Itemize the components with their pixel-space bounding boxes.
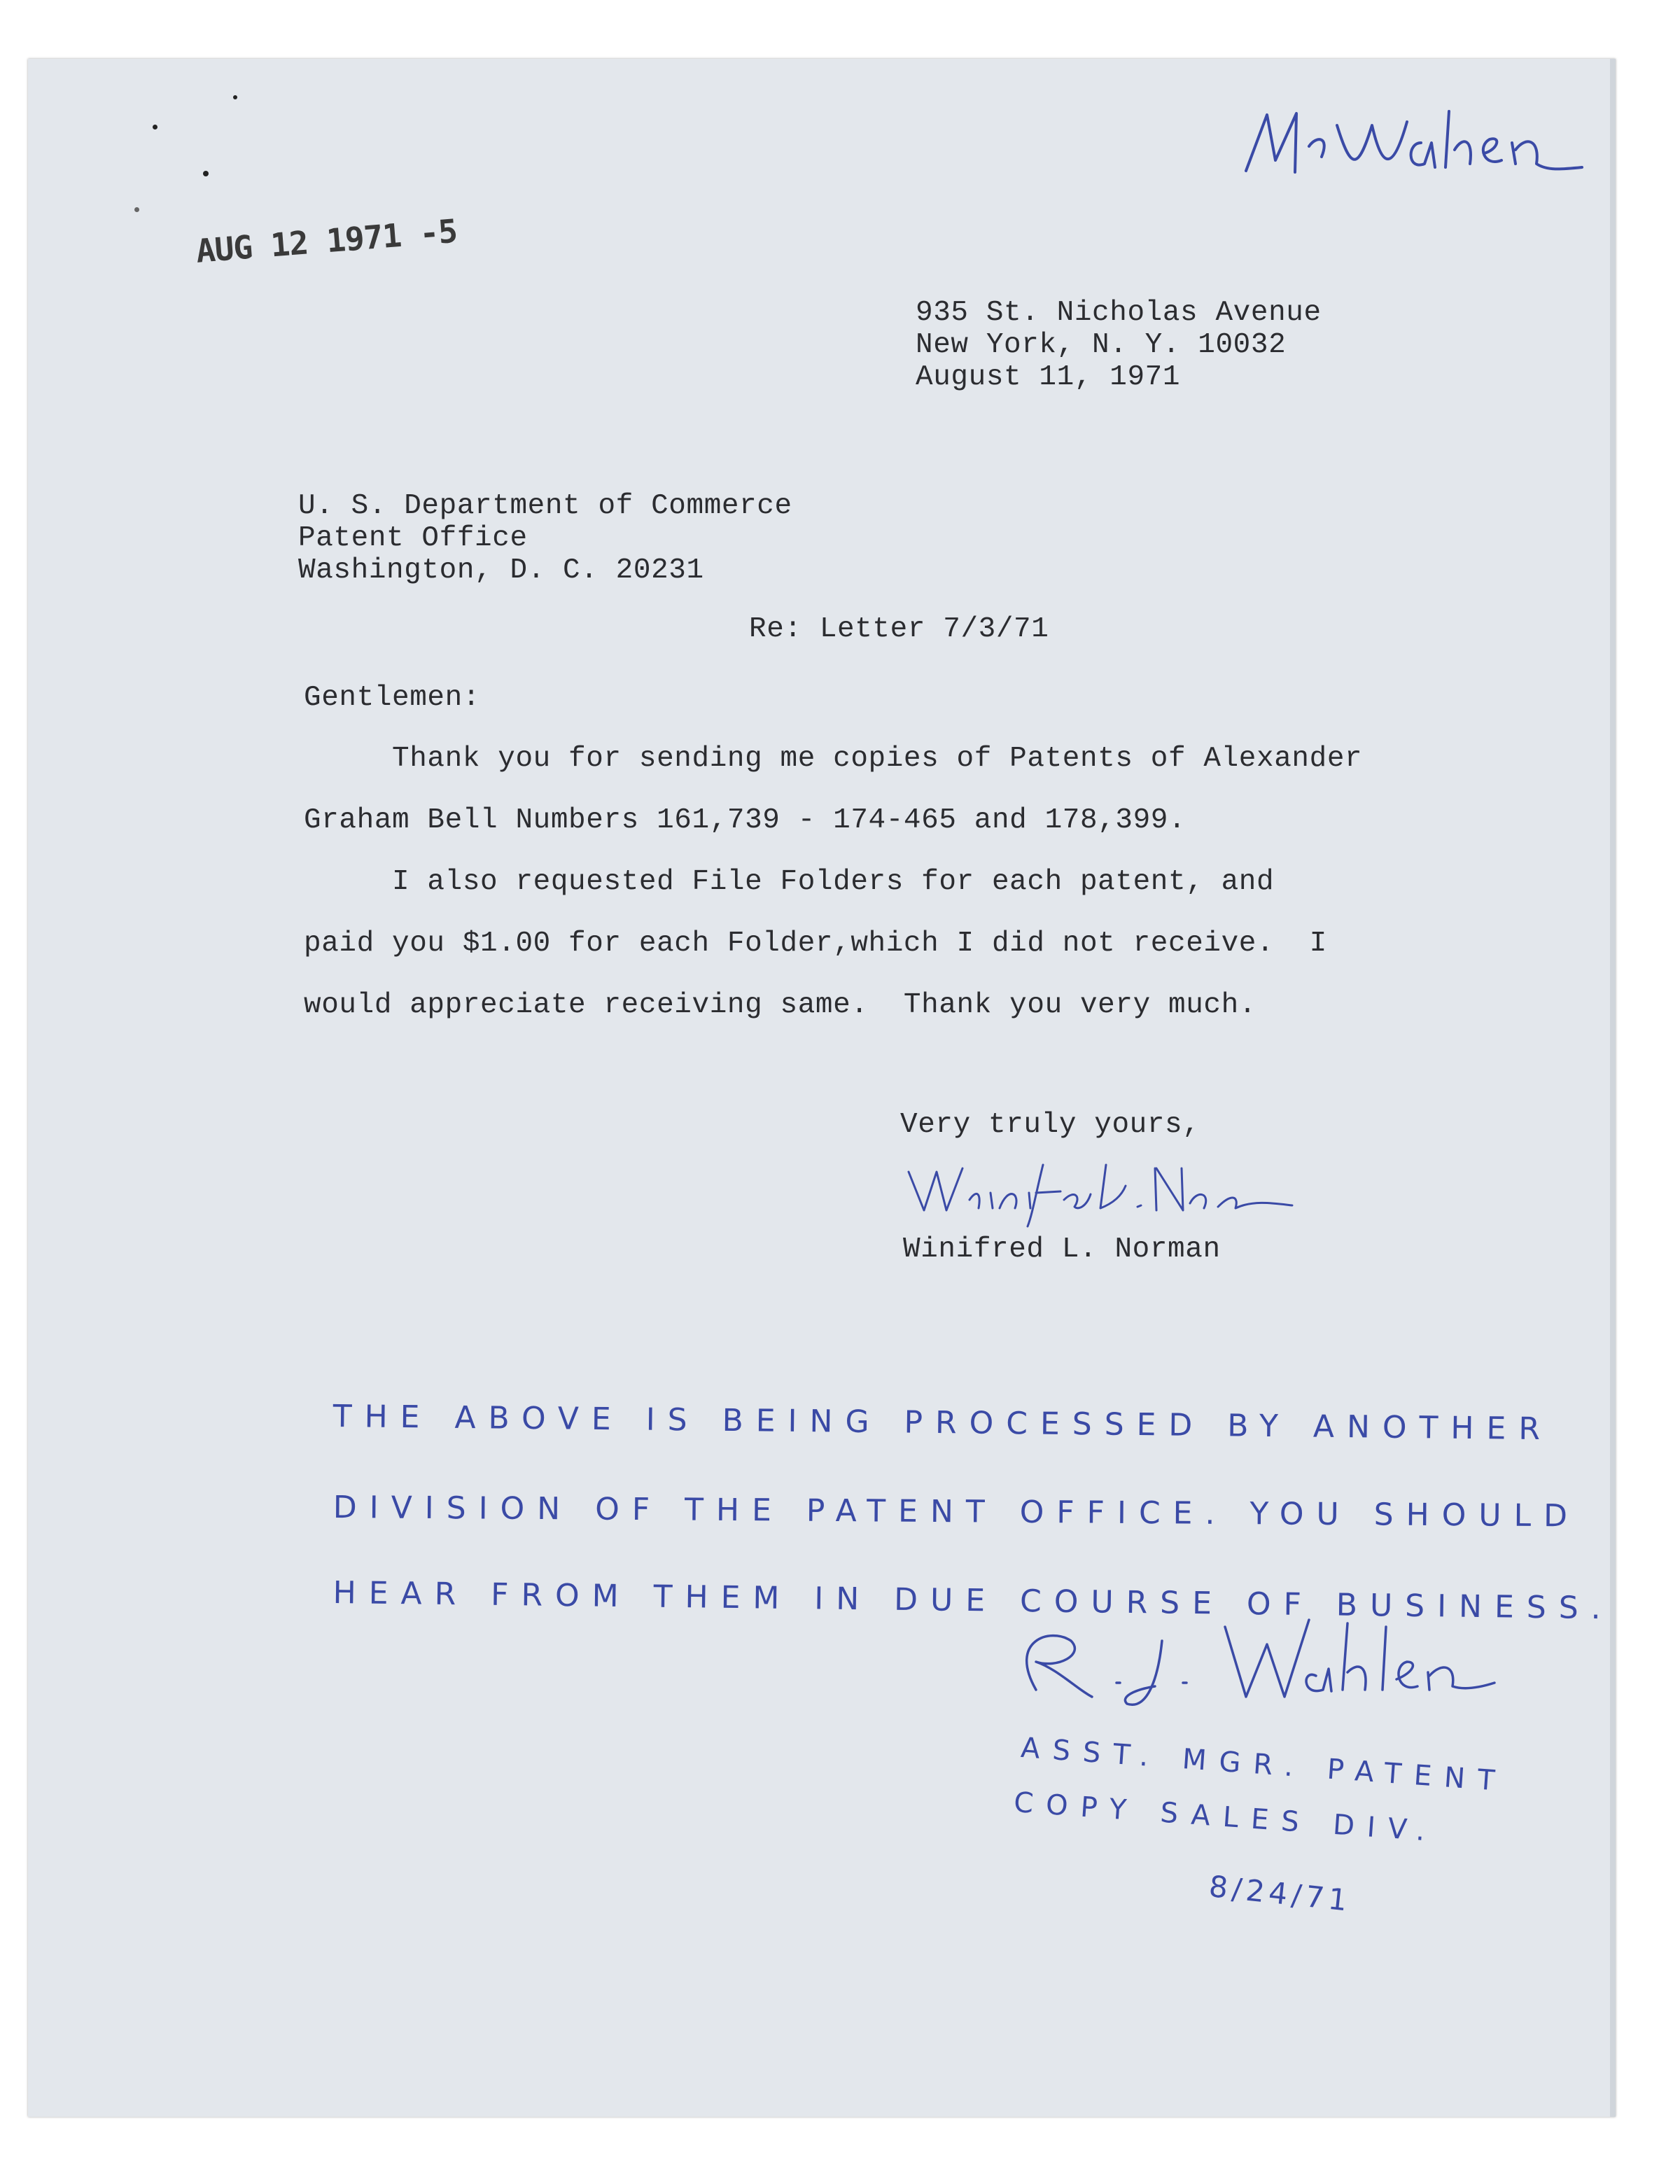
reply-signature (994, 1613, 1498, 1725)
body-line: would appreciate receiving same. Thank you very much. (304, 989, 1257, 1021)
reply-signer-title-2: COPY SALES DIV. (1012, 1786, 1439, 1849)
sender-city: New York, N. Y. 10032 (916, 329, 1287, 361)
recipient-line-3: Washington, D. C. 20231 (298, 554, 704, 587)
reference-line: Re: Letter 7/3/71 (749, 613, 1049, 645)
top-handwritten-name (1232, 94, 1596, 185)
recipient-line-1: U. S. Department of Commerce (298, 490, 792, 522)
reply-signer-title-1: ASST. MGR. PATENT (1019, 1732, 1508, 1798)
letter-page (28, 59, 1616, 2117)
recipient-line-2: Patent Office (298, 522, 528, 554)
reply-date: 8/24/71 (1207, 1869, 1353, 1919)
punch-mark (153, 125, 158, 130)
closing: Very truly yours, (900, 1109, 1200, 1141)
sender-street: 935 St. Nicholas Avenue (916, 297, 1322, 329)
body-line: I also requested File Folders for each patent, and (304, 866, 1275, 898)
punch-mark (203, 171, 209, 176)
signer-signature (903, 1151, 1295, 1228)
punch-mark (233, 95, 237, 99)
handwritten-note-line: THE ABOVE IS BEING PROCESSED BY ANOTHER (332, 1399, 1553, 1448)
page-edge (1610, 59, 1616, 2117)
handwritten-note-line: HEAR FROM THEM IN DUE COURSE OF BUSINESS. (332, 1575, 1614, 1627)
body-line: Thank you for sending me copies of Patents of Alexander (304, 743, 1363, 775)
received-date-stamp: AUG 12 1971 -5 (195, 211, 458, 270)
body-line: paid you $1.00 for each Folder,which I did not receive. I (304, 927, 1327, 960)
signer-typed-name: Winifred L. Norman (903, 1233, 1221, 1266)
salutation: Gentlemen: (304, 682, 481, 714)
punch-mark (134, 207, 139, 212)
handwritten-note-line: DIVISION OF THE PATENT OFFICE. YOU SHOULD (332, 1490, 1581, 1534)
body-line: Graham Bell Numbers 161,739 - 174-465 and 178,399. (304, 804, 1186, 836)
letter-date: August 11, 1971 (916, 361, 1181, 393)
